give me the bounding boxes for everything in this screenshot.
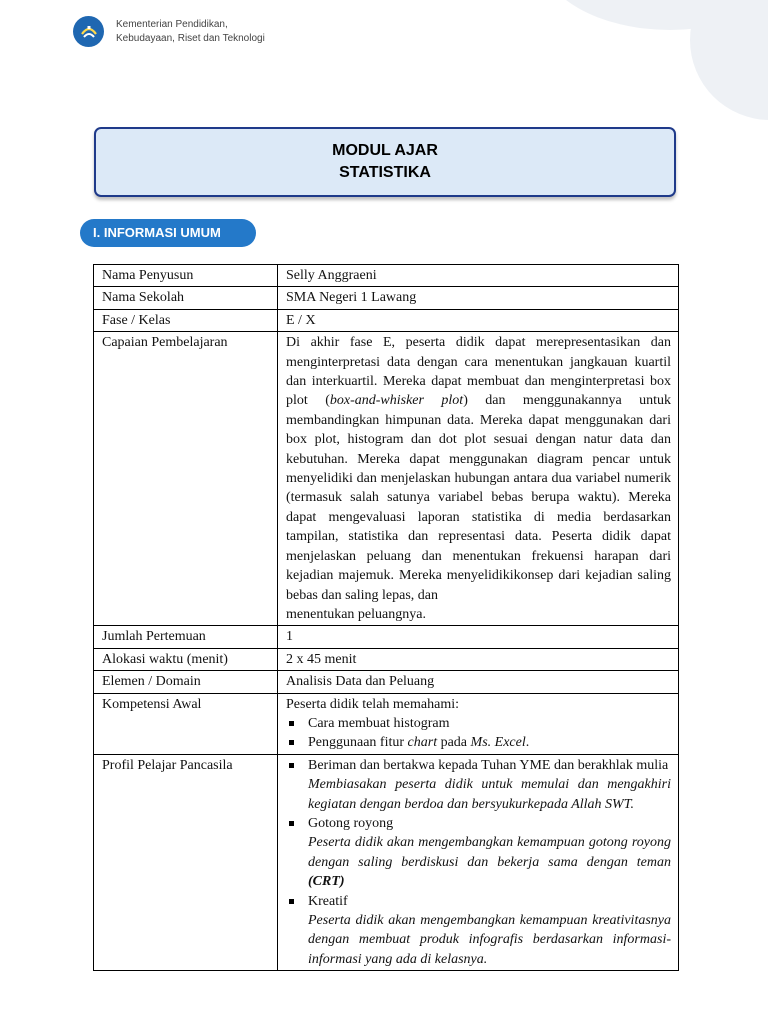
kompetensi-item2-text: Penggunaan fitur [308,735,408,751]
capaian-text-2: ) dan menggunakannya untuk membandingkan himpunan data. Mereka dapat menggunakan dari box plot, histogram dan dot plot sesuai dengan natur data dan kebutuhan. Mereka dapat menggunakan diagram pencar untuk menyelidiki dan menjelaskan hubungan antara dua variabel numerik (termasuk salah satunya variabel bebas berupa waktu). Mereka dapat mengevaluasi laporan statistika di media berdasarkan tampilan, statistika dan representasi data. Peserta didik dapat menjelaskan peluang dan menentukan frekuensi harapan dari kejadian majemuk. Mereka menyelidikikonsep dari kejadian saling bebas dan saling lepas, dan [286,393,671,603]
background-shape-right [690,0,768,120]
header [73,16,265,47]
value-nama-penyusun: Selly Anggraeni [278,265,679,287]
ministry-line-1: Kementerian Pendidikan, [116,18,228,30]
profil-item-desc-text: Peserta didik akan mengembangkan kemampuan kreativitasnya dengan membuat produk infografis berdasarkan informasi-informasi yang ada di kelasnya. [308,913,671,967]
label-nama-sekolah: Nama Sekolah [94,287,278,309]
value-capaian-pembelajaran [278,332,679,626]
value-alokasi-waktu: 2 x 45 menit [278,648,679,670]
profil-item-desc [308,911,671,969]
kompetensi-intro: Peserta didik telah memahami: [286,696,460,712]
list-item [308,892,671,970]
table-row [94,671,679,693]
value-profil-pelajar [278,754,679,970]
document-title-line-1: MODUL AJAR [332,142,438,159]
kompetensi-item2-chart: chart [407,735,438,751]
capaian-paragraph [286,333,671,605]
capaian-text-1: Di akhir fase E, peserta didik dapat merepresentasikan dan menginterpretasi data dengan cara menentukan jangkauan kuartil dan interkuartil. Mereka dapat membuat dan menginterpretasi box plot ( [286,335,671,409]
label-profil-pelajar: Profil Pelajar Pancasila [94,754,278,970]
kompetensi-item2-text: pada [437,735,471,751]
section-heading-informasi-umum: I. INFORMASI UMUM [80,219,256,247]
value-fase-kelas: E / X [278,309,679,331]
ministry-line-2: Kebudayaan, Riset dan Teknologi [116,32,265,44]
label-nama-penyusun: Nama Penyusun [94,265,278,287]
table-row [94,754,679,970]
profil-item-title: Beriman dan bertakwa kepada Tuhan YME dan berakhlak mulia [308,757,669,773]
table-row [94,332,679,626]
label-kompetensi-awal: Kompetensi Awal [94,693,278,754]
label-alokasi-waktu: Alokasi waktu (menit) [94,648,278,670]
profil-item-title: Gotong royong [308,815,394,831]
list-item: Cara membuat histogram [308,714,671,733]
ministry-name [116,18,265,46]
table-row [94,648,679,670]
capaian-text-italic: box-and-whisker plot [329,393,464,409]
profil-item-desc-text: Membiasakan peserta didik untuk memulai dan mengakhiri kegiatan dengan berdoa dan bersyukurkepada Allah SWT. [308,777,671,812]
profil-item-desc-bold: (CRT) [308,874,345,890]
list-item [308,814,671,892]
profil-item-desc-text: Peserta didik akan mengembangkan kemampuan gotong royong dengan saling berdiskusi dan bekerja sama dengan teman [308,835,671,870]
document-title-line-2: STATISTIKA [339,164,431,181]
value-elemen-domain: Analisis Data dan Peluang [278,671,679,693]
kompetensi-list [286,714,671,753]
list-item [308,733,671,752]
kompetensi-item2-excel: Ms. Excel [470,735,526,751]
profil-list [286,756,671,969]
label-capaian-pembelajaran: Capaian Pembelajaran [94,332,278,626]
value-jumlah-pertemuan: 1 [278,626,679,648]
value-nama-sekolah: SMA Negeri 1 Lawang [278,287,679,309]
table-row [94,309,679,331]
capaian-text-3: menentukan peluangnya. [286,606,426,622]
table-row [94,693,679,754]
value-kompetensi-awal [278,693,679,754]
info-table [93,264,679,971]
table-row [94,626,679,648]
label-jumlah-pertemuan: Jumlah Pertemuan [94,626,278,648]
profil-item-desc [308,775,671,814]
label-fase-kelas: Fase / Kelas [94,309,278,331]
document-title-box [94,127,676,197]
list-item [308,756,671,814]
profil-item-desc [308,833,671,891]
table-row [94,287,679,309]
kompetensi-item2-text: . [525,735,530,751]
label-elemen-domain: Elemen / Domain [94,671,278,693]
profil-item-title: Kreatif [308,893,348,909]
ministry-logo-icon [73,16,104,47]
table-row [94,265,679,287]
